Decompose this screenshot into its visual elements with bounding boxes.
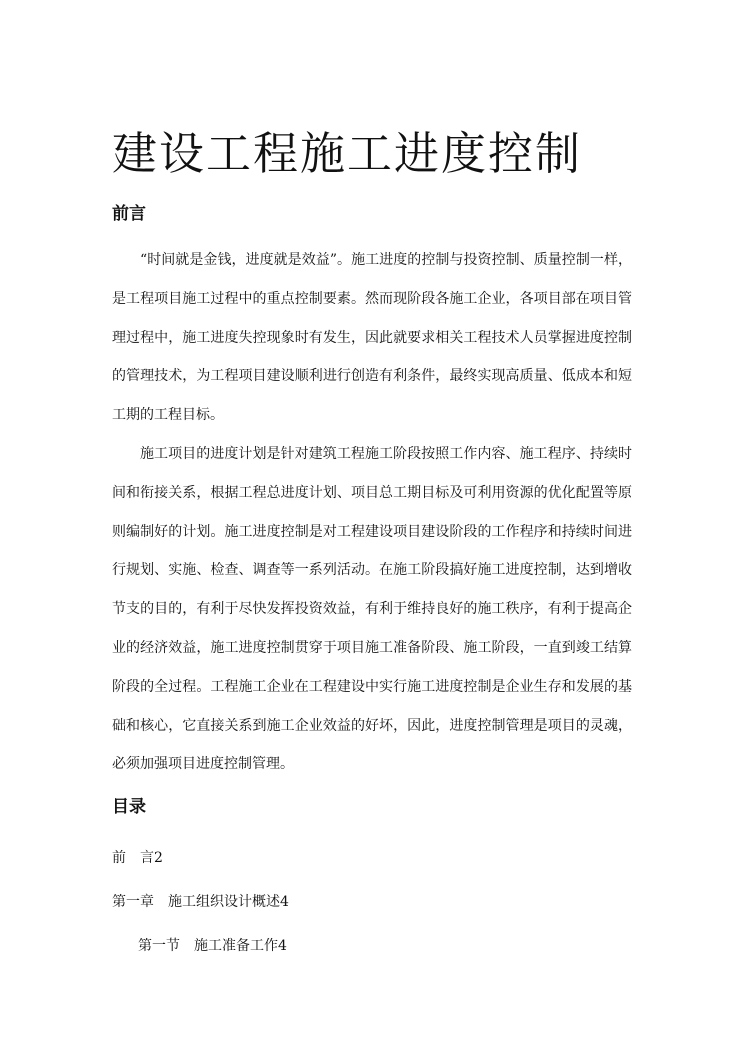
document-title: 建设工程施工进度控制 xyxy=(112,127,583,180)
toc-entry-page: 4 xyxy=(278,938,287,954)
toc-entry-label: 前 xyxy=(112,850,126,866)
toc-entry-label: 第一章 xyxy=(112,894,154,910)
toc-entry-label: 言 xyxy=(140,850,154,866)
toc-entry-page: 2 xyxy=(154,850,163,866)
preface-paragraph: 施工项目的进度计划是针对建筑工程施工阶段按照工作内容、施工程序、持续时间和衔接关系，根据工程总进度计划、项目总工期目标及可利用资源的优化配置等原则编制好的计划。施工进度控制是对工程建设项目建设阶段的工作程序和持续时间进行规划、实施、检查、调查等一系列活动。在施工阶段搞好施工进度控制，达到增收节支的目的，有利于尽快发挥投资效益，有利于维持良好的施工秩序，有利于提高企业的经济效益，施工进度控制贯穿于项目施工准备阶段、施工阶段，一直到竣工结算阶段的全过程。工程施工企业在工程建设中实行施工进度控制是企业生存和发展的基础和核心，它直接关系到施工企业效益的好坏，因此，进度控制管理是项目的灵魂，必须加强项目进度控制管理。 xyxy=(112,446,632,773)
toc-entry-page: 4 xyxy=(280,894,289,910)
toc-entry-label: 第一节 xyxy=(138,938,180,954)
toc-entry-label: 施工准备工作 xyxy=(194,938,278,954)
toc-entry-section-1[interactable] xyxy=(112,924,289,968)
toc-heading: 目录 xyxy=(112,797,146,817)
preface-paragraph: “时间就是金钱，进度就是效益”。施工进度的控制与投资控制、质量控制一样，是工程项目施工过程中的重点控制要素。然而现阶段各施工企业，各项目部在项目管理过程中，施工进度失控现象时有发生，因此就要求相关工程技术人员掌握进度控制的管理技术，为工程项目建设顺利进行创造有利条件，最终实现高质量、低成本和短工期的工程目标。 xyxy=(112,252,632,424)
toc-entry-preface[interactable] xyxy=(112,836,289,880)
toc-entry-label: 施工组织设计概述 xyxy=(168,894,280,910)
table-of-contents xyxy=(112,836,289,968)
toc-entry-chapter-1[interactable] xyxy=(112,880,289,924)
preface-heading: 前言 xyxy=(112,204,146,224)
